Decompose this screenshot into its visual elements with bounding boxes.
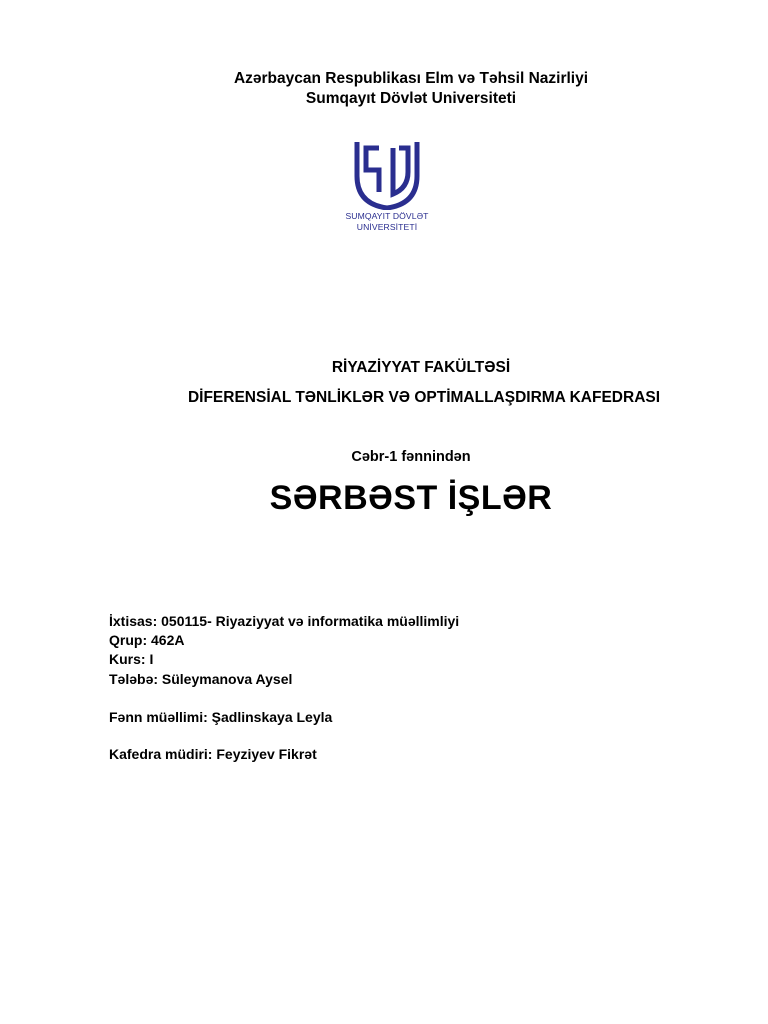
ministry-name: Azərbaycan Respublikası Elm və Təhsil Nazirliyi (233, 70, 589, 87)
logo-caption-line1: SUMQAYIT DÖVLƏT (345, 211, 429, 221)
subject-name: Cəbr-1 fənnindən (351, 449, 471, 465)
group-line: Qrup: 462A (109, 632, 185, 648)
teacher-line: Fənn müəllimi: Şadlinskaya Leyla (109, 709, 333, 725)
sdu-logo-icon (334, 132, 440, 248)
student-line: Tələbə: Süleymanova Aysel (109, 671, 293, 687)
document-title: SƏRBƏST İŞLƏR (269, 479, 553, 517)
sdu-emblem-icon (334, 132, 440, 210)
university-name: Sumqayıt Dövlət Universiteti (305, 90, 517, 107)
course-line: Kurs: I (109, 651, 154, 667)
logo-caption-line2: UNİVERSİTETİ (356, 222, 418, 232)
specialty-line: İxtisas: 050115- Riyaziyyat və informatika müəllimliyi (109, 613, 460, 629)
department-name: DİFERENSİAL TƏNLİKLƏR VƏ OPTİMALLAŞDIRMA KAFEDRASI (187, 389, 661, 406)
department-head-line: Kafedra müdiri: Feyziyev Fikrət (109, 746, 317, 762)
faculty-name: RİYAZİYYAT FAKÜLTƏSİ (331, 359, 511, 376)
